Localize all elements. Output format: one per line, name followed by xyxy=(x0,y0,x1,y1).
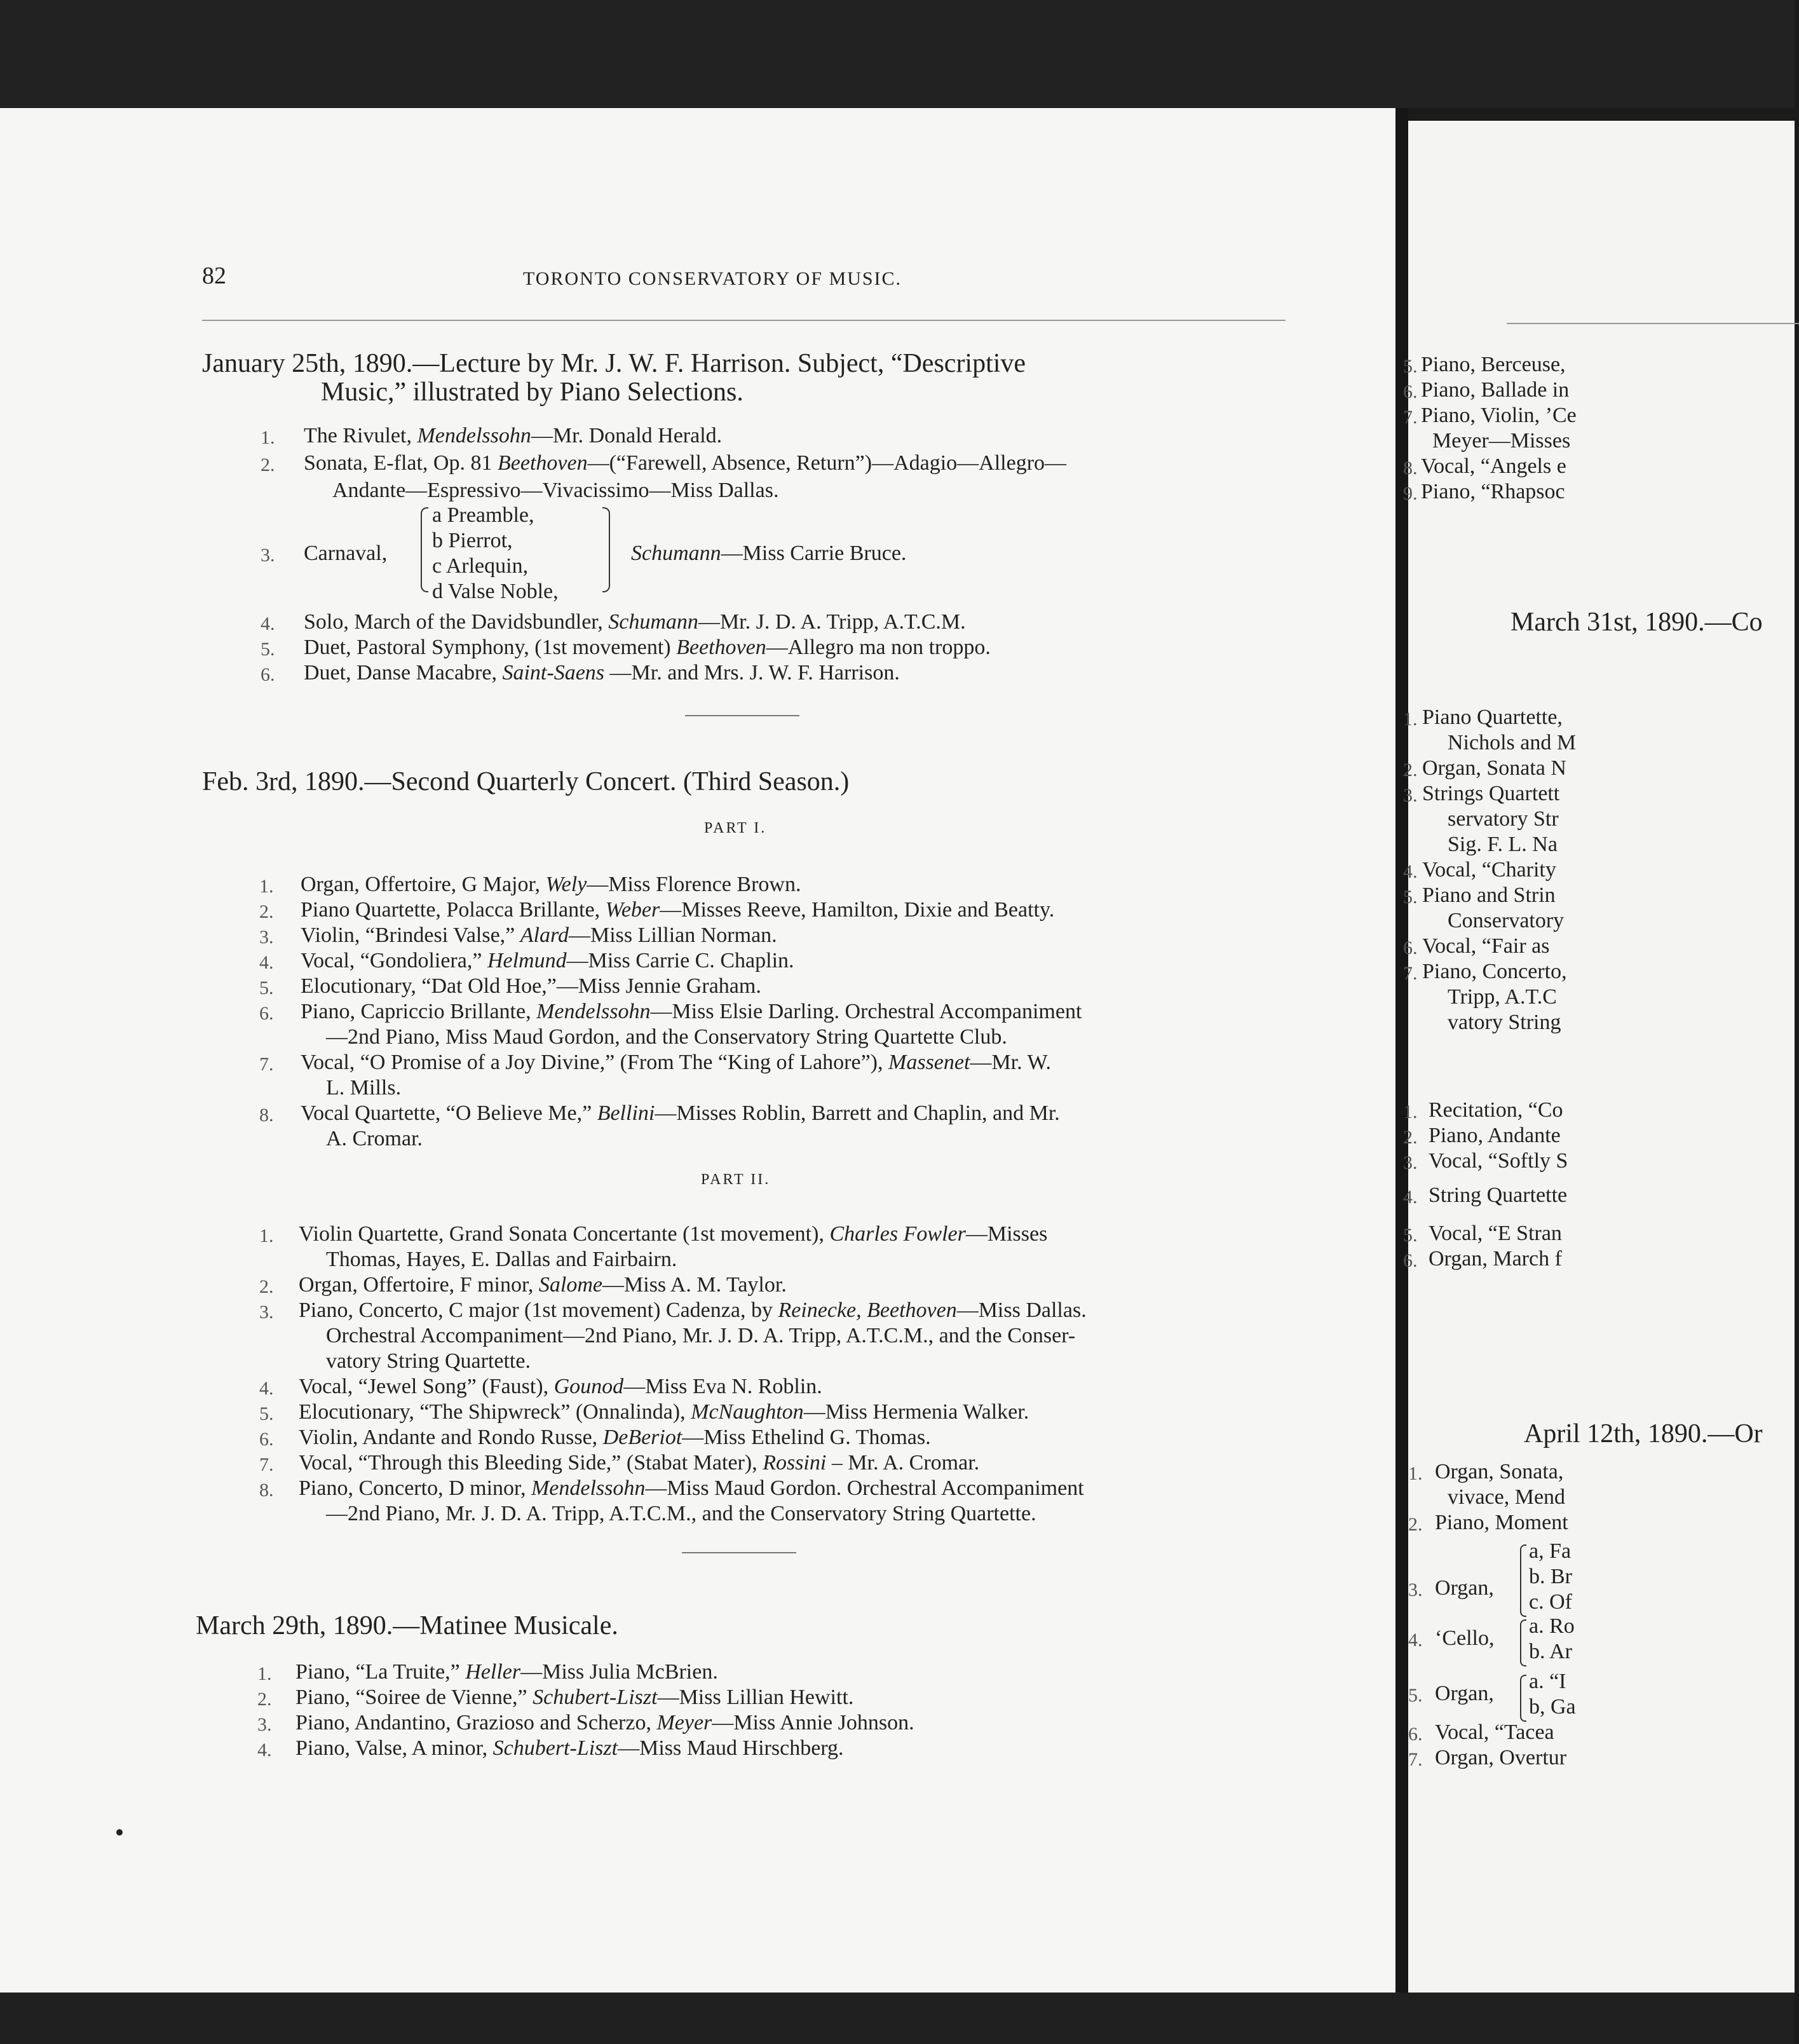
item-number: 3. xyxy=(259,927,274,948)
program-item: Sonata, E-flat, Op. 81 Beethoven—(“Farewell, Absence, Return”)—Adagio—Allegro— xyxy=(304,451,1067,475)
item-number: 6. xyxy=(1403,381,1418,402)
item-number: 2. xyxy=(259,901,274,922)
program-item-cont: L. Mills. xyxy=(326,1076,402,1100)
program-item: Organ, Offertoire, F minor, Salome—Miss A. M. Taylor. xyxy=(299,1273,787,1297)
left-page xyxy=(0,108,1395,1993)
speck xyxy=(116,1829,123,1836)
item-number: 3. xyxy=(1408,1579,1423,1600)
program-item: Piano Quartette, xyxy=(1422,705,1563,729)
program-item-cont: Andante—Espressivo—Vivacissimo—Miss Dallas. xyxy=(332,479,779,502)
item-number: 2. xyxy=(1403,1127,1418,1148)
sub-item: c. Of xyxy=(1529,1590,1572,1614)
section-heading: March 31st, 1890.—Co xyxy=(1510,608,1763,637)
program-item: Organ, March f xyxy=(1429,1247,1562,1271)
program-item: Duet, Danse Macabre, Saint-Saens —Mr. and Mrs. J. W. F. Harrison. xyxy=(304,661,900,685)
item-number: 5. xyxy=(259,978,274,998)
program-item: Piano, Capriccio Brillante, Mendelssohn—Miss Elsie Darling. Orchestral Accompaniment xyxy=(301,1000,1082,1023)
program-item: Piano, Berceuse, xyxy=(1421,353,1566,376)
item-number: 3. xyxy=(1403,1152,1418,1173)
program-item: Organ, Sonata N xyxy=(1422,756,1566,780)
item-number: 8. xyxy=(259,1480,274,1501)
header-rule xyxy=(1507,323,1799,324)
program-item: Meyer—Misses xyxy=(1432,429,1571,453)
section-divider xyxy=(682,1552,796,1553)
program-item: Organ, xyxy=(1435,1682,1494,1705)
part-label: PART I. xyxy=(704,820,767,836)
program-item: Strings Quartett xyxy=(1422,782,1560,805)
program-item: Organ, Sonata, xyxy=(1435,1460,1564,1483)
program-item: Piano and Strin xyxy=(1422,883,1556,907)
program-item: The Rivulet, Mendelssohn—Mr. Donald Herald. xyxy=(304,424,723,447)
program-item: vivace, Mend xyxy=(1448,1485,1566,1509)
item-number: 4. xyxy=(259,952,274,973)
header-rule xyxy=(202,320,1286,321)
page-number: 82 xyxy=(202,262,226,289)
item-number: 5. xyxy=(259,1403,274,1424)
program-item: Nichols and M xyxy=(1448,731,1577,754)
item-number: 5. xyxy=(1403,1225,1418,1246)
program-item: Piano, Ballade in xyxy=(1421,378,1570,402)
program-item: Recitation, “Co xyxy=(1429,1098,1563,1122)
item-number: 4. xyxy=(1408,1630,1423,1651)
program-item: Piano, Valse, A minor, Schubert-Liszt—Miss Maud Hirschberg. xyxy=(295,1736,844,1760)
sub-item: b, Ga xyxy=(1529,1695,1576,1719)
program-item: Piano Quartette, Polacca Brillante, Weber—Misses Reeve, Hamilton, Dixie and Beatty. xyxy=(301,898,1055,922)
right-page xyxy=(1403,121,1795,1993)
program-item: Violin Quartette, Grand Sonata Concertante (1st movement), Charles Fowler—Misses xyxy=(299,1222,1048,1246)
item-number: 7. xyxy=(1403,407,1418,428)
program-item: Vocal, “Tacea xyxy=(1435,1720,1554,1744)
scan-background-bottom xyxy=(0,1993,1795,2044)
running-head: TORONTO CONSERVATORY OF MUSIC. xyxy=(523,268,902,289)
part-label: PART II. xyxy=(701,1171,771,1188)
item-number: 4. xyxy=(1403,861,1418,882)
program-item: Vocal, “Through this Bleeding Side,” (Stabat Mater), Rossini – Mr. A. Cromar. xyxy=(299,1451,980,1475)
program-item: Piano, Andante xyxy=(1429,1124,1561,1147)
item-number: 1. xyxy=(1408,1463,1423,1484)
item-number: 3. xyxy=(1403,785,1418,806)
left-brace xyxy=(1520,1544,1526,1617)
program-item: Organ, Offertoire, G Major, Wely—Miss Florence Brown. xyxy=(301,873,801,896)
item-number: 6. xyxy=(259,1429,274,1450)
program-item: Vocal, “Angels e xyxy=(1421,454,1566,478)
item-number: 2. xyxy=(257,1689,272,1710)
item-number: 3. xyxy=(259,1302,274,1323)
program-item: Violin, “Brindesi Valse,” Alard—Miss Lillian Norman. xyxy=(301,923,777,947)
program-item-cont: vatory String Quartette. xyxy=(326,1349,531,1373)
program-item: Conservatory xyxy=(1448,909,1565,932)
section-heading-cont: Music,” illustrated by Piano Selections. xyxy=(321,378,743,407)
section-heading: April 12th, 1890.—Or xyxy=(1524,1419,1763,1448)
program-item: Violin, Andante and Rondo Russe, DeBeriot—Miss Ethelind G. Thomas. xyxy=(299,1426,931,1449)
item-number: 4. xyxy=(257,1740,272,1761)
program-item: Organ, Overtur xyxy=(1435,1746,1567,1769)
program-item: Piano, “La Truite,” Heller—Miss Julia McBrien. xyxy=(295,1660,718,1684)
program-item: Vocal, “Fair as xyxy=(1422,934,1550,958)
item-number: 3. xyxy=(257,1714,272,1735)
item-number: 5. xyxy=(261,639,275,660)
item-number: 1. xyxy=(259,1225,274,1246)
program-item: servatory Str xyxy=(1448,807,1559,831)
sub-item: a Preamble, xyxy=(432,503,534,527)
sub-item: b. Ar xyxy=(1529,1640,1572,1663)
item-number: 5. xyxy=(1403,356,1418,377)
item-number: 6. xyxy=(1403,937,1418,958)
program-item-cont: —2nd Piano, Miss Maud Gordon, and the Conservatory String Quartette Club. xyxy=(326,1025,1007,1049)
program-item: ‘Cello, xyxy=(1435,1626,1495,1650)
item-number: 7. xyxy=(1408,1749,1423,1770)
item-number: 4. xyxy=(1403,1187,1418,1208)
program-item: Solo, March of the Davidsbundler, Schumann—Mr. J. D. A. Tripp, A.T.C.M. xyxy=(304,610,966,634)
item-number: 9. xyxy=(1403,483,1418,504)
item-number: 7. xyxy=(259,1054,274,1075)
program-item: Piano, Andantino, Grazioso and Scherzo, Meyer—Miss Annie Johnson. xyxy=(295,1711,914,1734)
item-number: 2. xyxy=(261,454,275,475)
sub-item: a. Ro xyxy=(1529,1614,1575,1638)
item-number: 3. xyxy=(261,545,275,566)
program-item: Organ, xyxy=(1435,1576,1494,1600)
left-brace xyxy=(1520,1619,1526,1666)
section-heading: March 29th, 1890.—Matinee Musicale. xyxy=(196,1611,618,1640)
item-number: 2. xyxy=(1408,1514,1423,1535)
item-number: 4. xyxy=(259,1378,274,1399)
sub-item: a. “I xyxy=(1529,1670,1566,1693)
section-heading: January 25th, 1890.—Lecture by Mr. J. W. F. Harrison. Subject, “Descriptive xyxy=(202,349,1026,378)
item-number: 7. xyxy=(1403,963,1418,984)
item-number: 1. xyxy=(261,427,275,448)
program-item: Vocal, “E Stran xyxy=(1429,1222,1562,1245)
item-number: 2. xyxy=(1403,760,1418,780)
program-item: Piano, “Soiree de Vienne,” Schubert-Liszt—Miss Lillian Hewitt. xyxy=(295,1686,854,1709)
item-number: 6. xyxy=(261,664,275,685)
item-number: 6. xyxy=(1403,1250,1418,1271)
program-item-cont: Thomas, Hayes, E. Dallas and Fairbairn. xyxy=(326,1248,677,1271)
program-item-cont: —2nd Piano, Mr. J. D. A. Tripp, A.T.C.M., and the Conservatory String Quartette. xyxy=(326,1502,1036,1525)
program-item-cont: Orchestral Accompaniment—2nd Piano, Mr. J. D. A. Tripp, A.T.C.M., and the Conser- xyxy=(326,1324,1076,1347)
program-item: Elocutionary, “The Shipwreck” (Onnalinda), McNaughton—Miss Hermenia Walker. xyxy=(299,1400,1029,1424)
program-item: Vocal, “O Promise of a Joy Divine,” (From The “King of Lahore”), Massenet—Mr. W. xyxy=(301,1051,1051,1074)
program-item: Vocal, “Softly S xyxy=(1429,1149,1568,1173)
left-brace xyxy=(1520,1675,1526,1722)
item-number: 1. xyxy=(259,876,274,897)
sub-item: d Valse Noble, xyxy=(432,580,559,603)
item-number: 6. xyxy=(259,1003,274,1024)
program-item: Sig. F. L. Na xyxy=(1448,833,1558,856)
item-number: 5. xyxy=(1403,887,1418,908)
program-item: Piano, Violin, ’Ce xyxy=(1421,404,1577,427)
program-item: Carnaval, xyxy=(304,542,388,565)
sub-item: b. Br xyxy=(1529,1565,1572,1588)
item-number: 1. xyxy=(257,1663,272,1684)
sub-item: a, Fa xyxy=(1529,1539,1572,1563)
program-item: Piano, Moment xyxy=(1435,1511,1568,1534)
program-item: Vocal, “Gondoliera,” Helmund—Miss Carrie C. Chaplin. xyxy=(301,949,794,972)
program-item: Piano, Concerto, C major (1st movement) Cadenza, by Reinecke, Beethoven—Miss Dallas. xyxy=(299,1298,1087,1322)
program-item: Vocal, “Jewel Song” (Faust), Gounod—Miss Eva N. Roblin. xyxy=(299,1375,822,1398)
program-item: Vocal, “Charity xyxy=(1422,858,1556,882)
program-item: Vocal Quartette, “O Believe Me,” Bellini—Misses Roblin, Barrett and Chaplin, and Mr. xyxy=(301,1101,1060,1125)
right-brace xyxy=(602,507,610,592)
program-item: Tripp, A.T.C xyxy=(1448,985,1557,1009)
item-number: 8. xyxy=(259,1105,274,1126)
program-item: Piano, Concerto, D minor, Mendelssohn—Miss Maud Gordon. Orchestral Accompaniment xyxy=(299,1476,1084,1500)
section-divider xyxy=(685,715,799,716)
program-item: String Quartette xyxy=(1429,1183,1568,1207)
item-number: 1. xyxy=(1403,709,1418,730)
program-item: Duet, Pastoral Symphony, (1st movement) Beethoven—Allegro ma non troppo. xyxy=(304,636,991,659)
sub-item: b Pierrot, xyxy=(432,529,513,552)
section-heading: Feb. 3rd, 1890.—Second Quarterly Concert. (Third Season.) xyxy=(202,767,850,796)
program-item: Piano, Concerto, xyxy=(1422,960,1567,983)
sub-item: c Arlequin, xyxy=(432,554,529,578)
item-number: 6. xyxy=(1408,1724,1423,1745)
item-number: 7. xyxy=(259,1454,274,1475)
item-number: 4. xyxy=(261,613,275,634)
program-item-cont: A. Cromar. xyxy=(326,1127,423,1150)
item-number: 5. xyxy=(1408,1685,1423,1706)
scan-background-top xyxy=(0,0,1795,108)
item-number: 8. xyxy=(1403,458,1418,479)
left-brace xyxy=(421,507,428,592)
program-item: Schumann—Miss Carrie Bruce. xyxy=(631,542,907,565)
item-number: 2. xyxy=(259,1276,274,1297)
program-item: Elocutionary, “Dat Old Hoe,”—Miss Jennie Graham. xyxy=(301,974,761,998)
program-item: vatory String xyxy=(1448,1011,1561,1034)
program-item: Piano, “Rhapsoc xyxy=(1421,480,1565,503)
item-number: 1. xyxy=(1403,1101,1418,1122)
